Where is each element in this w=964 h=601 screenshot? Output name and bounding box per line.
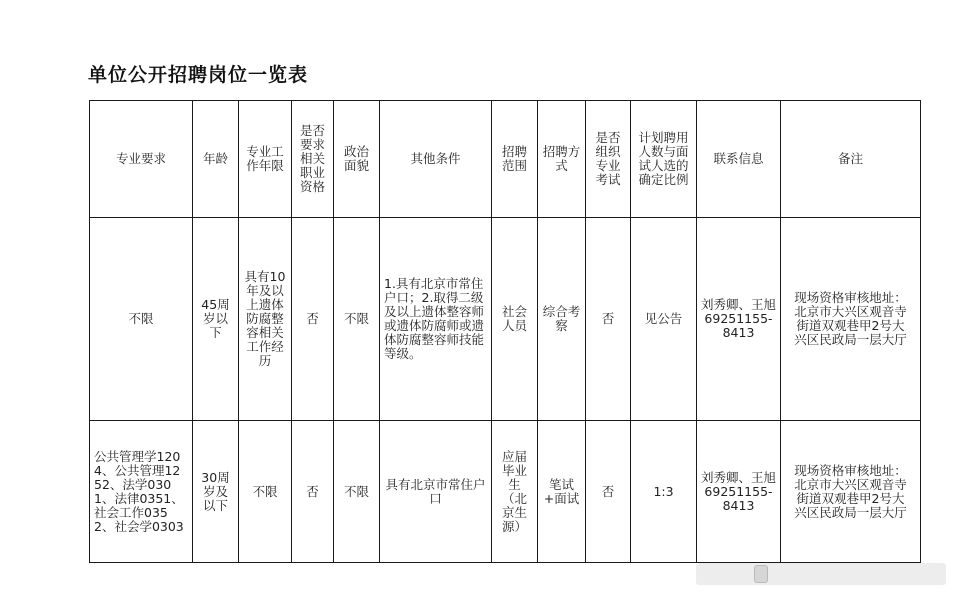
cell-scope: 社会人员: [492, 218, 538, 421]
cell-method: 综合考察: [538, 218, 586, 421]
recruitment-table-container: [89, 100, 921, 563]
cell-remarks: 现场资格审核地址：北京市大兴区观音寺街道双观巷甲2号大兴区民政局一层大厅: [781, 218, 921, 421]
cell-work-years: 具有10年及以上遗体防腐整容相关工作经历: [239, 218, 292, 421]
header-cell-qualification: 是否要求相关职业资格: [292, 101, 334, 218]
header-cell-contact: 联系信息: [697, 101, 781, 218]
header-cell-other-conditions: 其他条件: [380, 101, 492, 218]
header-cell-method: 招聘方式: [538, 101, 586, 218]
cell-exam: 否: [586, 218, 631, 421]
cell-major: 公共管理学1204、公共管理1252、法学0301、法律0351、社会工作0352、社会学0303: [90, 421, 193, 563]
page-title: 单位公开招聘岗位一览表: [88, 64, 309, 86]
cell-other-conditions: 具有北京市常住户口: [380, 421, 492, 563]
cell-political-status: 不限: [334, 218, 380, 421]
cell-contact: 刘秀卿、王旭69251155-8413: [697, 421, 781, 563]
cell-remarks: 现场资格审核地址：北京市大兴区观音寺街道双观巷甲2号大兴区民政局一层大厅: [781, 421, 921, 563]
scrollbar-thumb[interactable]: [754, 565, 768, 583]
cell-qualification: 否: [292, 421, 334, 563]
cell-major: 不限: [90, 218, 193, 421]
header-cell-age: 年龄: [193, 101, 239, 218]
header-cell-work-years: 专业工作年限: [239, 101, 292, 218]
cell-other-conditions: 1.具有北京市常住户口；2.取得二级及以上遗体整容师或遗体防腐师或遗体防腐整容师技能等级。: [380, 218, 492, 421]
cell-ratio: 见公告: [631, 218, 697, 421]
cell-qualification: 否: [292, 218, 334, 421]
header-cell-major: 专业要求: [90, 101, 193, 218]
cell-age: 45周岁以下: [193, 218, 239, 421]
cell-method: 笔试+面试: [538, 421, 586, 563]
table-row: [90, 421, 921, 563]
cell-contact: 刘秀卿、王旭69251155-8413: [697, 218, 781, 421]
cell-political-status: 不限: [334, 421, 380, 563]
header-cell-remarks: 备注: [781, 101, 921, 218]
cell-scope: 应届毕业生（北京生源）: [492, 421, 538, 563]
header-cell-scope: 招聘范围: [492, 101, 538, 218]
header-cell-ratio: 计划聘用人数与面试人选的确定比例: [631, 101, 697, 218]
cell-work-years: 不限: [239, 421, 292, 563]
header-cell-exam: 是否组织专业考试: [586, 101, 631, 218]
recruitment-table: [89, 100, 921, 563]
header-row: [90, 101, 921, 218]
cell-ratio: 1:3: [631, 421, 697, 563]
table-row: [90, 218, 921, 421]
horizontal-scrollbar[interactable]: [696, 563, 946, 585]
header-cell-political-status: 政治面貌: [334, 101, 380, 218]
cell-exam: 否: [586, 421, 631, 563]
cell-age: 30周岁及以下: [193, 421, 239, 563]
